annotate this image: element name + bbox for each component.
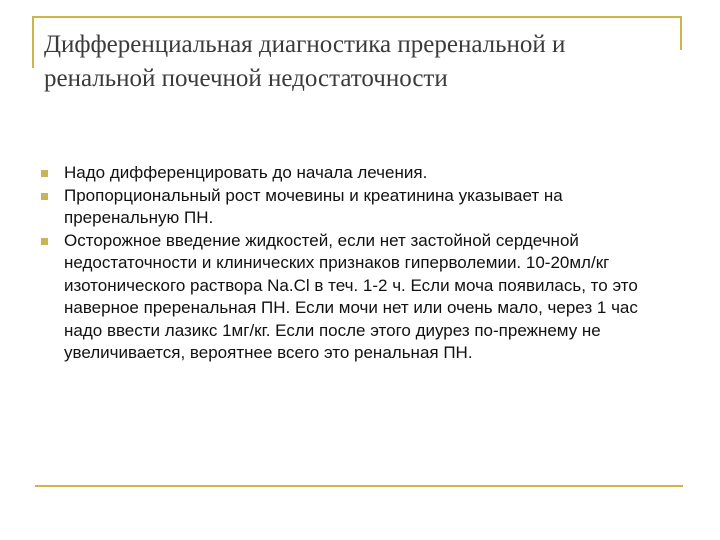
square-bullet-icon: [41, 238, 48, 245]
square-bullet-icon: [41, 193, 48, 200]
bullet-list: [44, 162, 674, 365]
frame-right-line: [680, 16, 682, 50]
bullet-text: Надо дифференцировать до начала лечения.: [64, 163, 428, 182]
bullet-item: [44, 162, 674, 185]
frame-left-line: [32, 16, 34, 68]
slide-title: Дифференциальная диагностика преренальной и ренальной почечной недостаточности: [44, 31, 566, 92]
bullet-item: [44, 230, 674, 365]
bullet-text: Пропорциональный рост мочевины и креатинина указывает на преренальную ПН.: [64, 185, 563, 227]
bullet-text: Осторожное введение жидкостей, если нет застойной сердечной недостаточности и клинических признаков гиперволемии. 10-20мл/кг изотонического раствора Na.Cl в теч. 1-2 ч. Если моча появилась, то это наверное преренальная ПН. Если мочи нет или очень мало, через 1 час надо ввести лазикс 1мг/кг. Если после этого диурез по-прежнему не увеличивается, вероятнее всего это ренальная ПН.: [64, 230, 638, 362]
square-bullet-icon: [41, 170, 48, 177]
bullet-item: [44, 185, 674, 230]
frame-top-line: [32, 16, 682, 18]
frame-bottom-line: [35, 485, 683, 487]
